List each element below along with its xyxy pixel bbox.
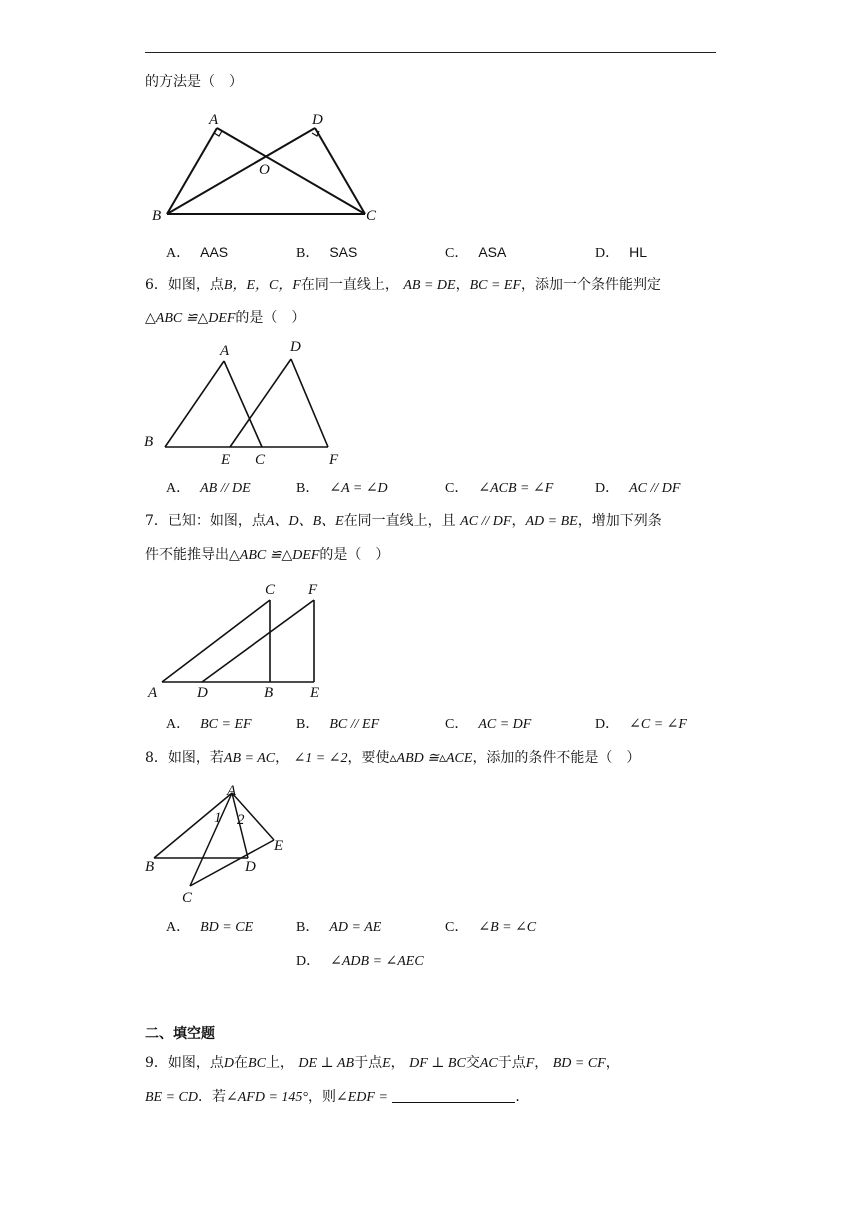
q5-label-d: D <box>312 112 323 128</box>
q7-option-b[interactable]: B． BC // EF <box>296 717 380 732</box>
q8-label-a: A <box>227 783 237 799</box>
q8-label-d: D <box>245 859 256 875</box>
q6-option-d[interactable]: D． AC // DF <box>595 481 681 496</box>
q8-figure <box>140 778 300 908</box>
q6-stem-line1: 6．如图，点B，E，C，F在同一直线上， AB = DE，BC = EF，添加一个条件能判定 <box>145 277 662 293</box>
header-rule <box>145 52 716 53</box>
q8-option-b[interactable]: B． AD = AE <box>296 920 382 935</box>
q8-label-2: 2 <box>237 812 245 828</box>
q6-option-c[interactable]: C． ∠ACB = ∠F <box>445 481 554 496</box>
q5-option-a[interactable]: A． AAS <box>166 244 229 261</box>
q9-answer-blank[interactable] <box>392 1090 515 1103</box>
q7-label-c: C <box>265 582 276 598</box>
q7-label-d: D <box>197 685 208 701</box>
q7-label-e: E <box>310 685 320 701</box>
q8-option-d[interactable]: D． ∠ADB = ∠AEC <box>296 954 424 969</box>
q7-label-b: B <box>264 685 274 701</box>
q7-label-f: F <box>308 582 318 598</box>
q8-label-b: B <box>145 859 155 875</box>
q9-stem-line2: BE = CD．若∠AFD = 145°，则∠EDF = ． <box>145 1089 530 1105</box>
q5-label-o: O <box>259 162 270 178</box>
q7-stem-line2: 件不能推导出△ABC ≌△DEF的是（ ） <box>145 547 390 563</box>
q8-label-e: E <box>274 838 284 854</box>
q6-label-a: A <box>220 343 230 359</box>
q7-stem-line1: 7．已知：如图，点A、D、B、E在同一直线上，且 AC // DF，AD = BE，增加下列条 <box>145 513 662 529</box>
q8-stem-line1: 8．如图，若AB = AC， ∠1 = ∠2，要使▵ABD ≅▵ACE，添加的条件不能是（ ） <box>145 750 641 766</box>
q7-label-a: A <box>148 685 158 701</box>
q5-option-b[interactable]: B． SAS <box>296 244 358 261</box>
q9-stem-line1: 9．如图，点D在BC上， DE ⊥ AB于点E， DF ⊥ BC交AC于点F， BD = CF， <box>145 1055 620 1071</box>
q6-label-e: E <box>221 452 231 468</box>
q6-option-b[interactable]: B． ∠A = ∠D <box>296 481 388 496</box>
q8-option-c[interactable]: C． ∠B = ∠C <box>445 920 537 935</box>
q5-label-b: B <box>152 208 162 224</box>
q6-label-c: C <box>255 452 266 468</box>
q7-option-d[interactable]: D． ∠C = ∠F <box>595 717 687 732</box>
q6-option-a[interactable]: A． AB // DE <box>166 481 251 496</box>
q6-label-f: F <box>329 452 339 468</box>
q7-figure <box>140 572 350 707</box>
q7-option-a[interactable]: A． BC = EF <box>166 717 252 732</box>
q6-label-d: D <box>290 339 301 355</box>
q7-option-c[interactable]: C． AC = DF <box>445 717 532 732</box>
q6-figure <box>140 335 350 470</box>
q6-label-b: B <box>144 434 154 450</box>
q8-option-a[interactable]: A． BD = CE <box>166 920 254 935</box>
q5-tail-text: 的方法是（ ） <box>145 74 243 90</box>
q5-label-a: A <box>209 112 219 128</box>
q5-option-d[interactable]: D． HL <box>595 244 648 261</box>
section2-title: 二、填空题 <box>145 1026 215 1042</box>
q5-label-c: C <box>366 208 377 224</box>
q8-label-1: 1 <box>214 810 222 826</box>
q6-stem-line2: △ABC ≌△DEF的是（ ） <box>145 310 306 326</box>
q5-figure <box>145 108 395 228</box>
q8-label-c: C <box>182 890 193 906</box>
q5-option-c[interactable]: C． ASA <box>445 244 507 261</box>
